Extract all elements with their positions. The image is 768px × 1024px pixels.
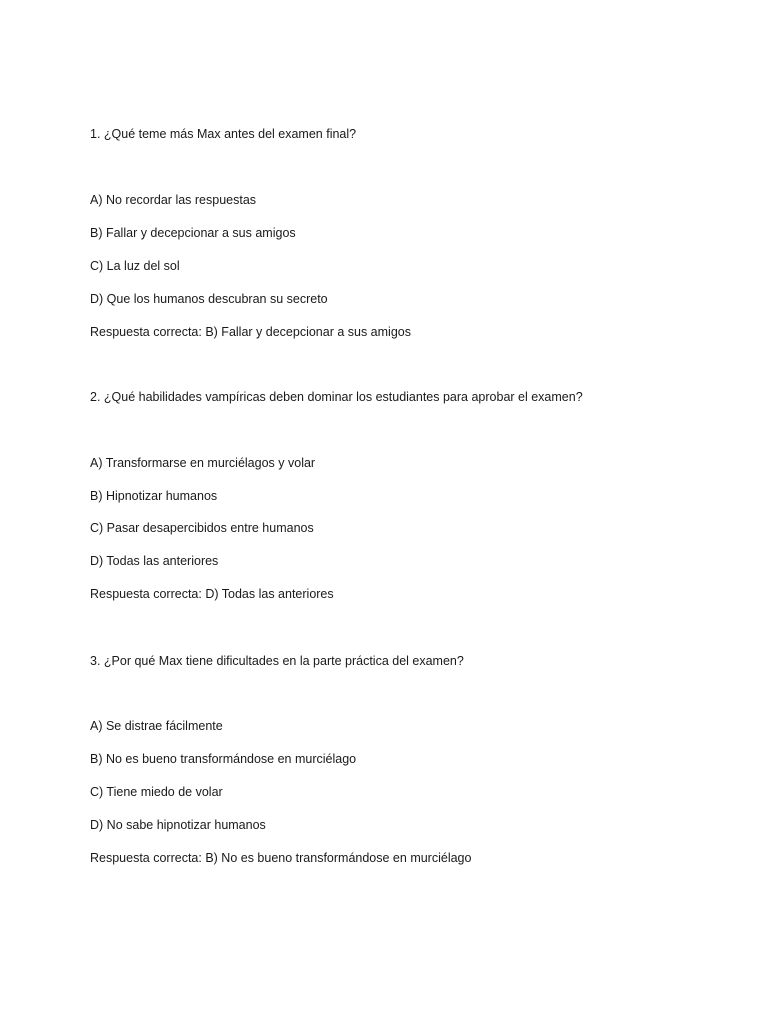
question-2-answer: Respuesta correcta: D) Todas las anteriores	[90, 587, 334, 601]
question-3: 3. ¿Por qué Max tiene dificultades en la parte práctica del examen?	[90, 654, 464, 668]
question-1-option-b: B) Fallar y decepcionar a sus amigos	[90, 226, 296, 240]
question-1-option-c: C) La luz del sol	[90, 259, 180, 273]
question-3-option-c: C) Tiene miedo de volar	[90, 785, 223, 799]
question-3-option-b: B) No es bueno transformándose en murciélago	[90, 752, 357, 766]
question-2-option-a: A) Transformarse en murciélagos y volar	[90, 456, 316, 470]
question-3-option-d: D) No sabe hipnotizar humanos	[90, 818, 266, 832]
question-1-answer: Respuesta correcta: B) Fallar y decepcionar a sus amigos	[90, 325, 411, 339]
question-1-option-d: D) Que los humanos descubran su secreto	[90, 292, 328, 306]
question-2-option-d: D) Todas las anteriores	[90, 554, 219, 568]
question-1: 1. ¿Qué teme más Max antes del examen final?	[90, 127, 357, 141]
question-2-option-c: C) Pasar desapercibidos entre humanos	[90, 521, 314, 535]
question-2: 2. ¿Qué habilidades vampíricas deben dominar los estudiantes para aprobar el examen?	[90, 390, 583, 404]
question-1-option-a: A) No recordar las respuestas	[90, 193, 257, 207]
question-3-option-a: A) Se distrae fácilmente	[90, 719, 223, 733]
question-3-answer: Respuesta correcta: B) No es bueno transformándose en murciélago	[90, 851, 472, 865]
question-2-option-b: B) Hipnotizar humanos	[90, 489, 218, 503]
